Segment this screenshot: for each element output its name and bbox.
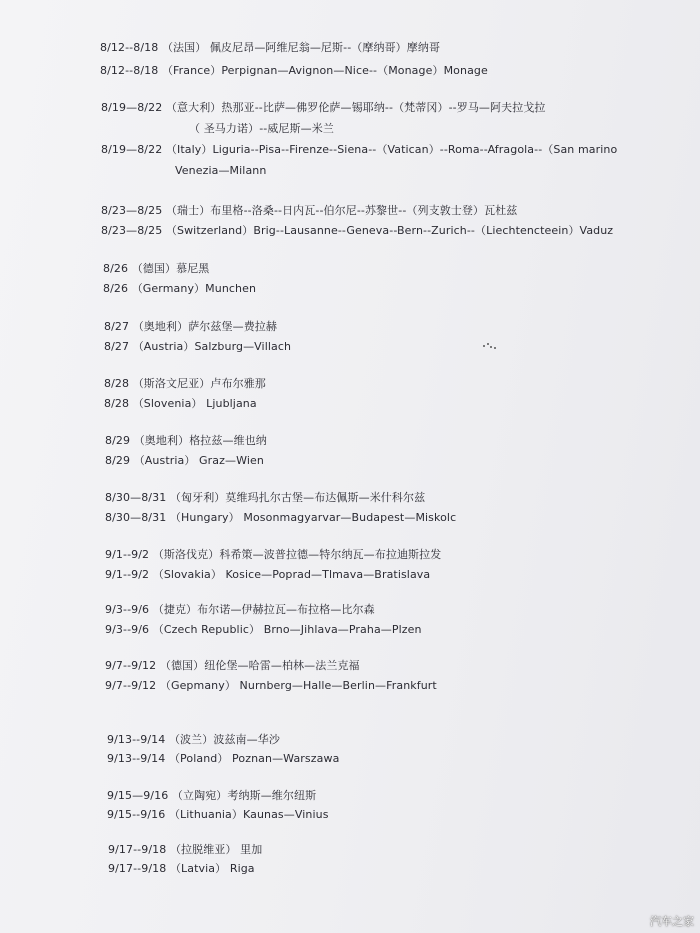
entry-france-en: 8/12--8/18 （France）Perpignan—Avignon—Nice--（Monage）Monage	[100, 64, 488, 77]
entry-austria-graz-zh: 8/29 （奥地利）格拉兹—维也纳	[105, 434, 267, 447]
entry-switzerland-zh: 8/23—8/25 （瑞士）布里格--洛桑--日内瓦--伯尔尼--苏黎世--（列支敦士登）瓦杜兹	[101, 204, 518, 217]
entry-slovenia-zh: 8/28 （斯洛文尼亚）卢布尔雅那	[104, 377, 266, 390]
entry-germany-munich-en: 8/26 （Germany）Munchen	[103, 282, 257, 295]
entry-italy-en-continued: Venezia—Milann	[175, 164, 267, 177]
entry-austria-salzburg-en: 8/27 （Austria）Salzburg—Villach	[104, 340, 292, 353]
entry-germany-tour-zh: 9/7--9/12 （德国）纽伦堡—哈雷—柏林—法兰克福	[105, 659, 360, 672]
entry-germany-munich-zh: 8/26 （德国）慕尼黑	[103, 262, 210, 275]
ink-smudge	[483, 343, 497, 349]
entry-lithuania-en: 9/15--9/16 （Lithuania）Kaunas—Vinius	[107, 808, 329, 821]
entry-austria-salzburg-zh: 8/27 （奥地利）萨尔兹堡—费拉赫	[104, 320, 277, 333]
entry-italy-en: 8/19—8/22 （Italy）Liguria--Pisa--Firenze--Siena--（Vatican）--Roma--Afragola--（San marino	[101, 143, 618, 156]
entry-germany-tour-en: 9/7--9/12 （Gepmany） Nurnberg—Halle—Berlin—Frankfurt	[105, 679, 437, 692]
entry-italy-zh-continued: （ 圣马力诺）--威尼斯—米兰	[189, 122, 334, 135]
entry-italy-zh: 8/19—8/22 （意大利）热那亚--比萨—佛罗伦萨—锡耶纳--（梵蒂冈）--罗马—阿夫拉戈拉	[101, 101, 546, 114]
entry-hungary-zh: 8/30—8/31 （匈牙利）莫维玛扎尔古堡—布达佩斯—米什科尔兹	[105, 491, 426, 504]
entry-czech-en: 9/3--9/6 （Czech Republic） Brno—Jihlava—Praha—Plzen	[105, 623, 422, 636]
entry-lithuania-zh: 9/15—9/16 （立陶宛）考纳斯—维尔纽斯	[107, 789, 317, 802]
watermark-logo: 汽车之家	[650, 915, 694, 928]
entry-latvia-en: 9/17--9/18 （Latvia） Riga	[108, 862, 255, 875]
entry-austria-graz-en: 8/29 （Austria） Graz—Wien	[105, 454, 264, 467]
entry-poland-en: 9/13--9/14 （Poland） Poznan—Warszawa	[107, 752, 340, 765]
entry-slovenia-en: 8/28 （Slovenia） Ljubljana	[104, 397, 257, 410]
entry-hungary-en: 8/30—8/31 （Hungary） Mosonmagyarvar—Budapest—Miskolc	[105, 511, 457, 524]
entry-switzerland-en: 8/23—8/25 （Switzerland）Brig--Lausanne--Geneva--Bern--Zurich--（Liechtencteein）Vaduz	[101, 224, 614, 237]
entry-latvia-zh: 9/17--9/18 （拉脱维亚） 里加	[108, 843, 263, 856]
entry-slovakia-zh: 9/1--9/2 （斯洛伐克）科希策—波普拉德—特尔纳瓦—布拉迪斯拉发	[105, 548, 442, 561]
entry-slovakia-en: 9/1--9/2 （Slovakia） Kosice—Poprad—Tlmava—Bratislava	[105, 568, 431, 581]
entry-czech-zh: 9/3--9/6 （捷克）布尔诺—伊赫拉瓦—布拉格—比尔森	[105, 603, 375, 616]
entry-poland-zh: 9/13--9/14 （波兰）波兹南—华沙	[107, 733, 280, 746]
entry-france-zh: 8/12--8/18 （法国） 佩皮尼昂—阿维尼翁—尼斯--（摩纳哥）摩纳哥	[100, 41, 441, 54]
